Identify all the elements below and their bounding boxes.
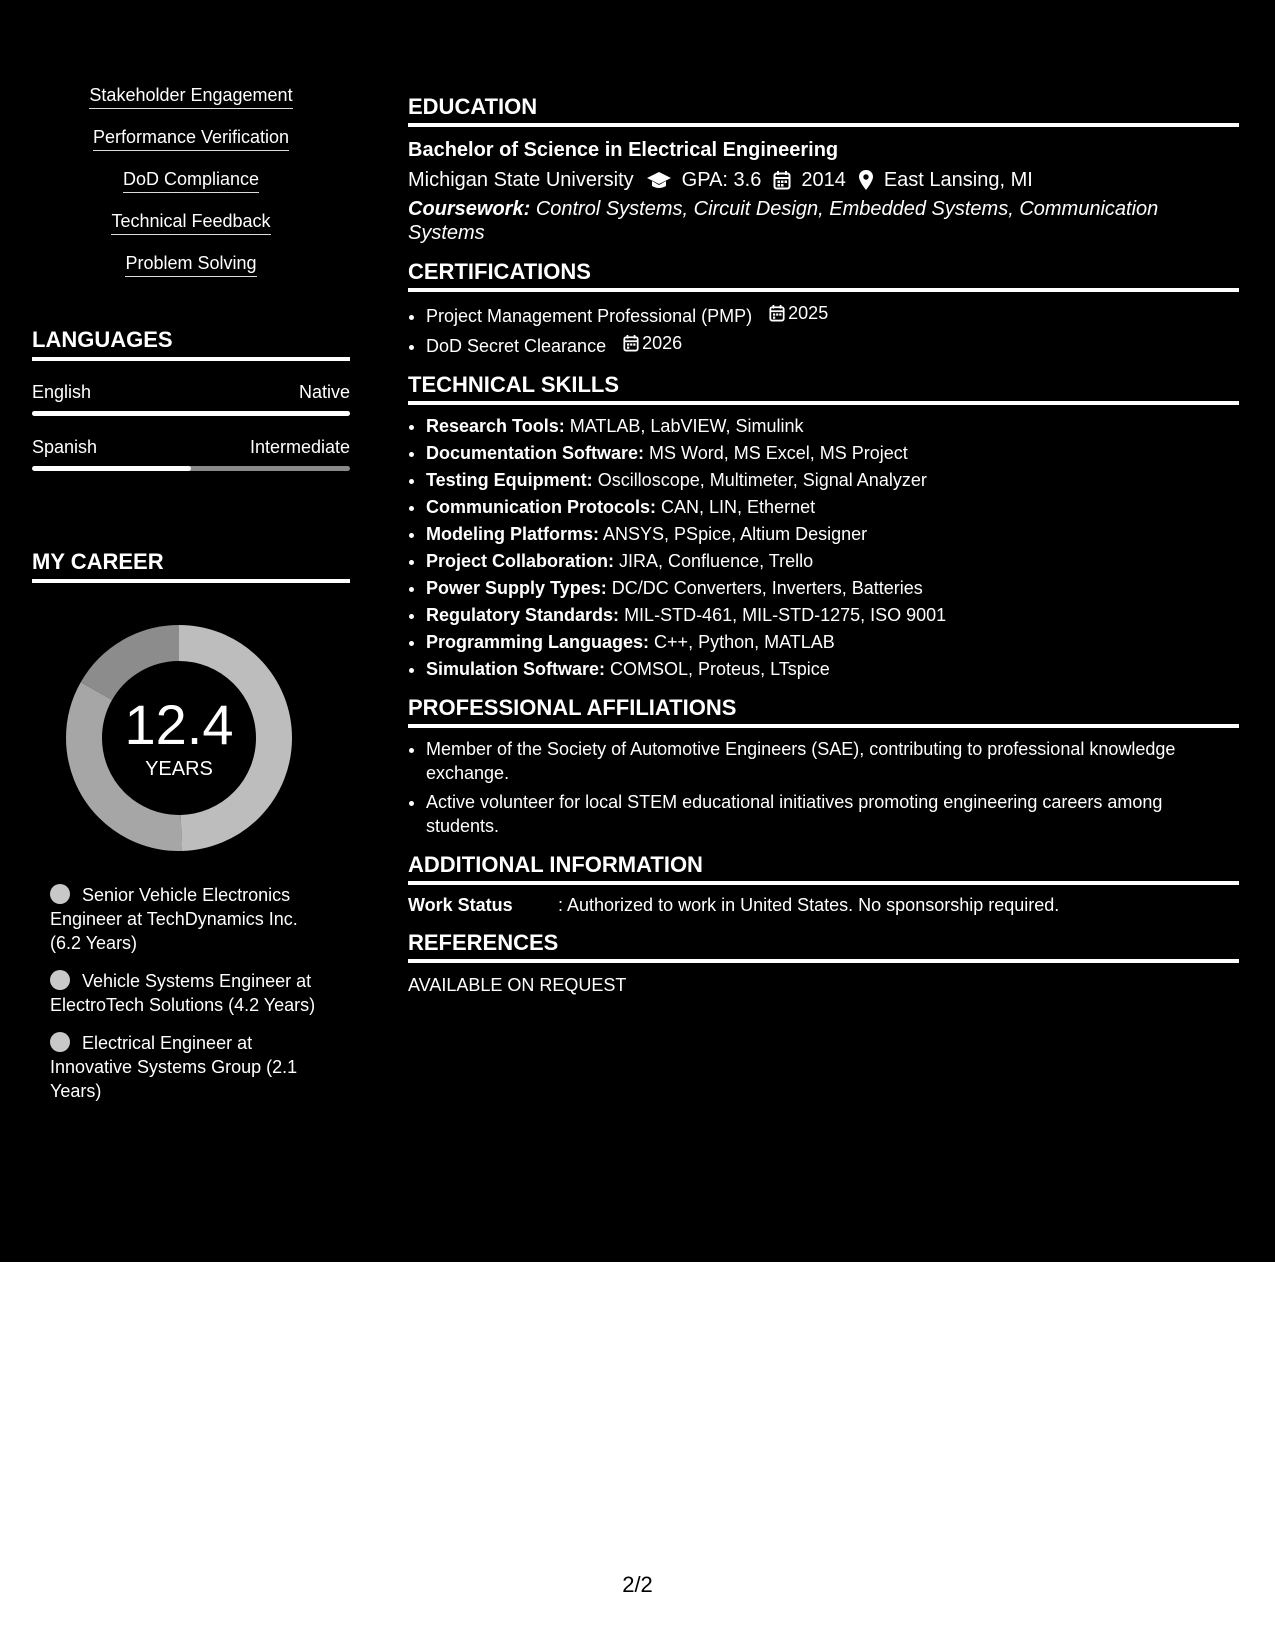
technical-skill-item: • Simulation Software: COMSOL, Proteus, LTspice: [426, 657, 1239, 681]
certification-year: 2025: [788, 303, 829, 323]
coursework: [408, 197, 1239, 245]
location-pin-icon: [858, 169, 874, 191]
certification-year: 2026: [642, 333, 683, 353]
calendar-icon: [773, 170, 791, 190]
section-heading: PROFESSIONAL AFFILIATIONS: [408, 695, 1239, 728]
skills-list: [32, 84, 350, 277]
affiliations-section: [408, 695, 1239, 838]
technical-skill-item: • Programming Languages: C++, Python, MATLAB: [426, 630, 1239, 654]
education-details: [408, 168, 1239, 192]
bullet-dot-icon: [50, 970, 70, 990]
certifications-list: [408, 301, 1239, 358]
language-name: English: [32, 382, 92, 402]
technical-skill-item: • Communication Protocols: CAN, LIN, Ethernet: [426, 495, 1239, 519]
references-section: [408, 930, 1239, 996]
technical-skill-item: • Testing Equipment: Oscilloscope, Multimeter, Signal Analyzer: [426, 468, 1239, 492]
technical-skill-item: • Project Collaboration: JIRA, Confluence, Trello: [426, 549, 1239, 573]
skill-item: Problem Solving: [32, 252, 350, 277]
main-content: [408, 94, 1239, 1010]
work-status-value: : Authorized to work in United States. No sponsorship required.: [558, 895, 1060, 915]
language-english: [32, 381, 350, 416]
language-bar-fill: [32, 411, 350, 416]
career-total-unit: YEARS: [145, 758, 213, 780]
language-spanish: [32, 436, 350, 471]
graduation-cap-icon: [646, 170, 672, 190]
language-bar: [32, 466, 350, 471]
career-item: Senior Vehicle Electronics Engineer at TechDynamics Inc. (6.2 Years): [50, 885, 298, 953]
bullet-dot-icon: [50, 1032, 70, 1052]
career-item: Electrical Engineer at Innovative Systems Group (2.1 Years): [50, 1033, 298, 1101]
graduation-year: 2014: [801, 169, 846, 191]
gpa: GPA: 3.6: [681, 169, 762, 191]
page-number: 2/2: [622, 1572, 653, 1597]
section-heading: REFERENCES: [408, 930, 1239, 963]
technical-skill-item: • Research Tools: MATLAB, LabVIEW, Simulink: [426, 414, 1239, 438]
technical-skill-item: • Modeling Platforms: ANSYS, PSpice, Altium Designer: [426, 522, 1239, 546]
bullet-dot-icon: [50, 884, 70, 904]
calendar-icon: [623, 334, 639, 352]
coursework-list: Control Systems, Circuit Design, Embedded Systems, Communication Systems: [408, 198, 1159, 244]
career-item: Vehicle Systems Engineer at ElectroTech Solutions (4.2 Years): [50, 971, 316, 1015]
technical-skill-item: • Power Supply Types: DC/DC Converters, Inverters, Batteries: [426, 576, 1239, 600]
career-heading: MY CAREER: [32, 549, 350, 583]
section-heading: ADDITIONAL INFORMATION: [408, 852, 1239, 885]
work-status-label: Work Status: [408, 895, 513, 915]
career-list: [50, 883, 318, 1103]
education-section: [408, 94, 1239, 245]
technical-skills-list: [408, 414, 1239, 681]
section-heading: EDUCATION: [408, 94, 1239, 127]
certification-item: • DoD Secret Clearance 2026: [426, 331, 1239, 358]
technical-skill-item: • Documentation Software: MS Word, MS Excel, MS Project: [426, 441, 1239, 465]
skill-item: DoD Compliance: [32, 168, 350, 193]
school-location: East Lansing, MI: [883, 169, 1033, 191]
career-donut: [66, 625, 292, 851]
work-status-row: [408, 894, 1239, 916]
language-bar-fill: [32, 466, 191, 471]
degree-title: Bachelor of Science in Electrical Engineering: [408, 139, 839, 161]
language-level: Native: [298, 382, 350, 402]
section-heading: TECHNICAL SKILLS: [408, 372, 1239, 405]
affiliations-list: [408, 737, 1239, 838]
certification-item: • Project Management Professional (PMP) 2025: [426, 301, 1239, 328]
skill-item: Performance Verification: [32, 126, 350, 151]
additional-info-section: [408, 852, 1239, 916]
technical-skill-item: • Regulatory Standards: MIL-STD-461, MIL-STD-1275, ISO 9001: [426, 603, 1239, 627]
language-name: Spanish: [32, 437, 98, 457]
section-heading: CERTIFICATIONS: [408, 259, 1239, 292]
certifications-section: [408, 259, 1239, 358]
references-text: AVAILABLE ON REQUEST: [408, 975, 627, 995]
languages-heading: LANGUAGES: [32, 327, 350, 361]
affiliation-item: • Member of the Society of Automotive Engineers (SAE), contributing to professional knowledge exchange.: [426, 737, 1239, 785]
calendar-icon: [769, 304, 785, 322]
skill-item: Technical Feedback: [32, 210, 350, 235]
technical-skills-section: [408, 372, 1239, 681]
language-bar: [32, 411, 350, 416]
affiliation-item: • Active volunteer for local STEM educational initiatives promoting engineering careers among students.: [426, 790, 1239, 838]
skill-item: Stakeholder Engagement: [32, 84, 350, 109]
sidebar: [32, 84, 350, 1117]
school-name: Michigan State University: [408, 169, 634, 191]
coursework-label: Coursework:: [408, 198, 531, 220]
career-total-years: 12.4: [124, 693, 234, 756]
language-level: Intermediate: [249, 437, 350, 457]
